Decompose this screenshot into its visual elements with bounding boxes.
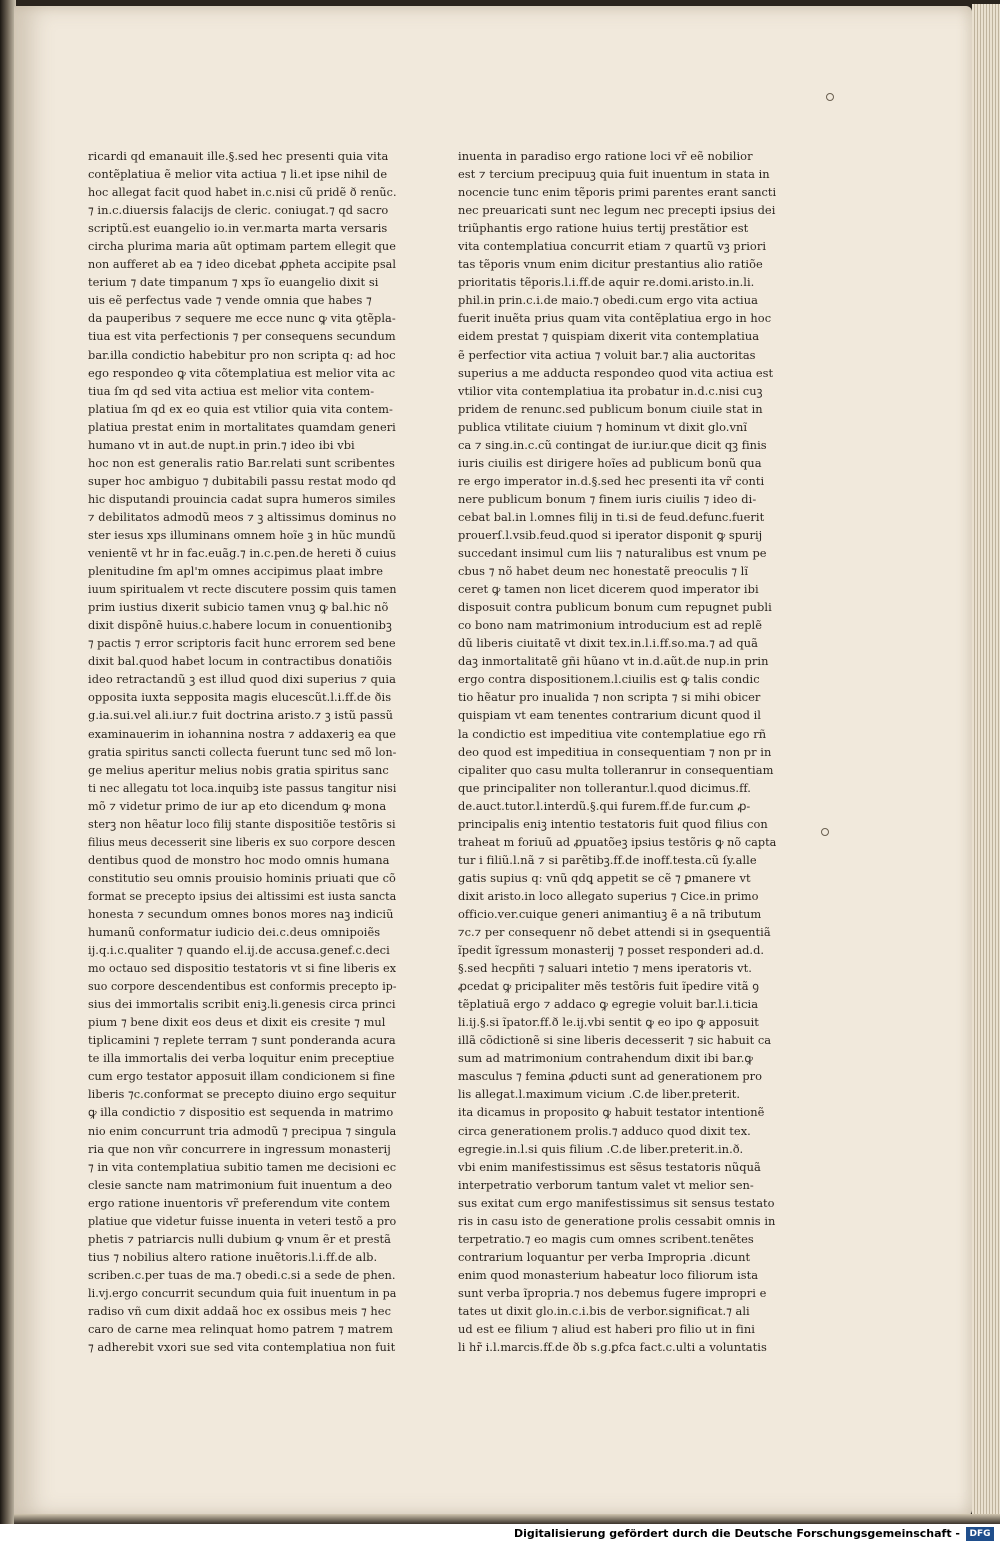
text-line: contrarium loquantur per verba Impropria .dicunt (458, 1249, 751, 1264)
text-line: dixit aristo.in loco allegato superius ⁊ Cice.in primo (458, 888, 759, 903)
text-line: filius meus decesserit sine liberis ex suo corpore descen (88, 834, 396, 849)
text-line: liberis ⁊c.conformat se precepto diuino ergo sequitur (88, 1087, 397, 1102)
text-line: lis allegat.l.maximum vicium .C.de liber.preterit. (458, 1087, 741, 1102)
text-line: opposita iuxta sepposita magis elucescũt.l.i.ff.de ðis (88, 690, 392, 705)
text-line: que principaliter non tollerantur.l.quod dicimus.ff. (458, 780, 751, 795)
text-line: tiua est vita perfectionis ⁊ per consequens secundum (88, 329, 396, 344)
text-line: egregie.in.l.si quis filium .C.de liber.preterit.in.ð. (458, 1141, 744, 1156)
text-line: masculus ⁊ femina ꝓducti sunt ad generationem pro (458, 1069, 763, 1084)
text-line: enim quod monasterium habeatur loco filiorum ista (458, 1267, 759, 1282)
text-line: ster iesus xps illuminans omnem hoĩe ꝫ in hũc mundũ (88, 527, 396, 542)
text-line: li hr̃ i.l.marcis.ff.de ðb s.g.ꝑfca fact.c.ulti a voluntatis (458, 1340, 767, 1355)
text-line: de.auct.tutor.l.interdũ.§.qui furem.ff.de fur.cum ꝓ- (458, 798, 751, 813)
text-line: ego respondeo ꝙ vita cõtemplatiua est melior vita ac (88, 365, 396, 380)
text-line: ergo contra dispositionem.l.ciuilis est ꝙ talis condic (458, 672, 760, 687)
text-line: ⁊c.⁊ per consequenr nõ debet attendi si in ꝯsequentiã (458, 925, 771, 940)
text-line: ꝙ illa condictio ⁊ dispositio est sequenda in matrimo (88, 1105, 394, 1120)
text-line: dũ liberis ciuitatẽ vt dixit tex.in.l.i.ff.so.ma.⁊ ad quã (458, 636, 758, 651)
text-line: tius ⁊ nobilius altero ratione inuẽtoris.l.i.ff.de alb. (88, 1249, 378, 1264)
text-line: radiso vñ cum dixit addaã hoc ex ossibus meis ⁊ hec (88, 1304, 392, 1318)
text-line: nec preuaricati sunt nec legum nec precepti ipsius dei (458, 203, 776, 218)
text-line: vbi enim manifestissimus est sẽsus testatoris nũquã (458, 1159, 761, 1174)
text-line: plenitudine ſm apl'm omnes accipimus plaat imbre (88, 564, 384, 579)
dfg-logo-icon: DFG (966, 1527, 994, 1541)
text-line: da pauperibus ⁊ sequere me ecce nunc ꝙ vita ꝯtẽpla- (88, 311, 396, 326)
text-line: nio enim concurrunt tria admodũ ⁊ precipua ⁊ singula (88, 1123, 396, 1138)
footer-credit-text: Digitalisierung gefördert durch die Deutsche Forschungsgemeinschaft - (513, 1527, 960, 1540)
text-line: ⁊ debilitatos admodũ meos ⁊ ꝫ altissimus dominus no (88, 509, 397, 524)
text-line: sum ad matrimonium contrahendum dixit ibi bar.ꝙ (458, 1051, 754, 1066)
text-column-right (458, 147, 776, 1356)
text-line: ergo ratione inuentoris vr̃ preferendum vite contem (88, 1195, 391, 1210)
text-line: li.ij.§.si ĩpator.ff.ð le.ij.vbi sentit ꝙ eo ipo ꝙ apposuit (458, 1015, 759, 1030)
text-line: tiua ſm qd sed vita actiua est melior vita contem- (88, 383, 375, 398)
text-line: honesta ⁊ secundum omnes bonos mores naꝫ indiciũ (88, 906, 394, 921)
text-line: gatis supius q: vnũ qdꝗ appetit se cẽ ⁊ ꝑmanere vt (458, 870, 751, 885)
text-line: hic disputandi prouincia cadat supra humeros similes (88, 491, 396, 506)
text-line: prim iustius dixerit subicio tamen vnuꝫ ꝙ bal.hic nõ (88, 600, 389, 615)
text-line: g.ia.sui.vel ali.iur.⁊ fuit doctrina aristo.⁊ ꝫ istũ passũ (88, 708, 394, 723)
text-line: prouerſ.l.vsib.feud.quod si iperator disponit ꝙ spurij (458, 527, 763, 542)
text-line: cum ergo testator apposuit illam condicionem si fine (88, 1069, 396, 1084)
text-line: traheat m foriuũ ad ꝓpuatõeꝫ ipsius testõris ꝙ nõ capta (458, 834, 777, 849)
text-line: ita dicamus in proposito ꝙ habuit testator intentionẽ (458, 1105, 765, 1120)
text-line: tas tẽporis vnum enim dicitur prestantius alio ratiõe (458, 257, 763, 272)
text-line: uis eẽ perfectus vade ⁊ vende omnia que habes ⁊ (88, 293, 372, 308)
text-line: li.vj.ergo concurrit secundum quia fuit inuentum in pa (88, 1285, 397, 1300)
text-line: sunt verba ĩpropria.⁊ nos debemus fugere impropri e (458, 1285, 767, 1300)
text-line: inuenta in paradiso ergo ratione loci vr̃ eẽ nobilior (458, 149, 753, 163)
text-line: ẽ perfectior vita actiua ⁊ voluit bar.⁊ alia auctoritas (458, 347, 756, 362)
text-line: scriptũ.est euangelio io.in ver.marta marta versaris (88, 221, 388, 236)
text-line: principalis eniꝫ intentio testatoris fuit quod filius con (458, 816, 768, 831)
text-line: vtilior vita contemplatiua ita probatur in.d.c.nisi cuꝫ (458, 383, 763, 398)
text-line: non aufferet ab ea ⁊ ideo dicebat ꝓpheta accipite psal (88, 257, 397, 272)
page-edges (972, 4, 1000, 1520)
text-line: caro de carne mea relinquat homo patrem ⁊ matrem (88, 1322, 394, 1337)
text-line: gratia spiritus sancti collecta fuerunt tunc sed mõ lon- (88, 744, 397, 759)
text-line: ca ⁊ sing.in.c.cũ contingat de iur.iur.que dicit qꝫ finis (458, 437, 767, 452)
text-line: humanũ conformatur iudicio dei.c.deus omnipoiẽs (88, 925, 381, 940)
text-line: ĩpedit ĩgressum monasterij ⁊ posset responderi ad.d. (458, 943, 765, 958)
text-line: hoc non est generalis ratio Bar.relati sunt scribentes (88, 455, 395, 470)
text-line: quispiam vt eam tenentes contrarium dicunt quod il (458, 708, 761, 723)
text-line: officio.ver.cuique generi animantiuꝫ ẽ a nã tributum (458, 906, 762, 921)
text-line: bar.illa condictio habebitur pro non scripta q: ad hoc (88, 347, 396, 362)
text-line: re ergo imperator in.d.§.sed hec presenti ita vr̃ conti (458, 473, 765, 488)
text-line: triũphantis ergo ratione huius tertij prestãtior est (458, 221, 749, 236)
text-line: dixit bal.quod habet locum in contractibus donatiõis (88, 654, 393, 669)
text-line: superius a me adducta respondeo quod vita actiua est (458, 365, 774, 380)
text-line: ꝓcedat ꝙ pricipaliter mẽs testõris fuit ĩpedire vitã ꝯ (458, 979, 759, 994)
text-line: cebat bal.in l.omnes filij in ti.si de feud.defunc.fuerit (458, 509, 765, 524)
text-line: suo corpore descendentibus est conformis precepto ip- (88, 979, 397, 994)
text-line: publica vtilitate ciuium ⁊ hominum vt dixit glo.vnĩ (458, 419, 748, 434)
text-line: tiplicamini ⁊ replete terram ⁊ sunt ponderanda acura (88, 1033, 396, 1048)
text-line: circa generationem prolis.⁊ adduco quod dixit tex. (458, 1123, 751, 1138)
text-line: nere publicum bonum ⁊ finem iuris ciuilis ⁊ ideo di- (458, 491, 757, 506)
text-line: est ⁊ tercium precipuuꝫ quia fuit inuentum in stata in (458, 167, 770, 182)
text-line: iuum spiritualem vt recte discutere possim quis tamen (88, 582, 397, 597)
text-line: ti nec allegatu tot loca.inquibꝫ iste passus tangitur nisi (88, 780, 397, 795)
text-line: la condictio est impeditiua vite contemplatiue ego rñ (458, 726, 767, 741)
text-line: tur i filiũ.l.nã ⁊ si parẽtibꝫ.ff.de inoff.testa.cũ ſy.alle (458, 852, 757, 867)
text-line: ria que non vñr concurrere in ingressum monasterij (88, 1141, 391, 1156)
text-line: nocencie tunc enim tẽporis primi parentes erant sancti (458, 185, 777, 200)
text-line: circha plurima maria aũt optimam partem ellegit que (88, 239, 396, 254)
text-line: ge melius aperitur melius nobis gratia spiritus sanc (88, 762, 389, 777)
text-line: eidem prestat ⁊ quispiam dixerit vita contemplatiua (458, 329, 760, 344)
text-line: ⁊ pactis ⁊ error scriptoris facit hunc errorem sed bene (88, 636, 396, 651)
text-line: mo octauo sed dispositio testatoris vt si fine liberis ex (88, 961, 397, 976)
text-line: terium ⁊ date timpanum ⁊ xps ĩo euangelio dixit si (88, 275, 379, 290)
text-line: iuris ciuilis est dirigere hoĩes ad publicum bonũ qua (458, 455, 762, 470)
text-line: ceret ꝙ tamen non licet dicerem quod imperator ibi (458, 582, 759, 597)
text-line: sus exitat cum ergo manifestissimus sit sensus testato (458, 1195, 775, 1210)
text-line: pridem de renunc.sed publicum bonum ciuile stat in (458, 401, 763, 416)
text-line: prioritatis tẽporis.l.i.ff.de aquir re.domi.aristo.in.li. (458, 275, 755, 290)
text-line: §.sed hecpñti ⁊ saluari intetio ⁊ mens iperatoris vt. (458, 961, 752, 976)
text-line: succedant insimul cum liis ⁊ naturalibus est vnum pe (458, 546, 767, 561)
text-line: contẽplatiua ẽ melior vita actiua ⁊ li.et ipse nihil de (88, 167, 388, 182)
text-line: platiua ſm qd ex eo quia est vtilior quia vita contem- (88, 401, 393, 416)
text-line: dentibus quod de monstro hoc modo omnis humana (88, 852, 390, 867)
text-line: sius dei immortalis scribit eniꝫ.li.genesis circa princi (88, 997, 396, 1012)
text-line: phetis ⁊ patriarcis nulli dubium ꝙ vnum ẽr et prestã (88, 1231, 391, 1246)
text-line: tẽplatiuã ergo ⁊ addaco ꝙ egregie voluit bar.l.i.ticia (458, 997, 759, 1012)
text-line: humano vt in aut.de nupt.in prin.⁊ ideo ibi vbi (88, 437, 355, 452)
page-bottom-edge (14, 1514, 1000, 1524)
text-line: ⁊ adherebit vxori sue sed vita contemplatiua non fuit (88, 1340, 396, 1355)
text-line: hoc allegat facit quod habet in.c.nisi cũ pridẽ ð renũc. (88, 185, 397, 200)
text-line: interpetratio verborum tantum valet vt melior sen- (458, 1177, 754, 1192)
text-line: super hoc ambiguo ⁊ dubitabili passu restat modo qd (88, 473, 397, 488)
text-line: venientẽ vt hr in fac.euãg.⁊ in.c.pen.de hereti ð cuius (88, 546, 397, 561)
text-line: pium ⁊ bene dixit eos deus et dixit eis cresite ⁊ mul (88, 1015, 386, 1030)
text-line: terpetratio.⁊ eo magis cum omnes scribent.tenẽtes (458, 1231, 754, 1246)
margin-hole-mark (821, 828, 829, 836)
text-line: tio hẽatur pro inualida ⁊ non scripta ⁊ si mihi obicer (458, 690, 761, 705)
text-line: tates ut dixit glo.in.c.i.bis de verbor.significat.⁊ ali (458, 1304, 750, 1318)
text-line: platiue que videtur fuisse inuenta in veteri testõ a pro (88, 1213, 397, 1228)
text-line: dixit dispõnẽ huius.c.habere locum in conuentionibꝫ (88, 618, 392, 633)
text-column-left (88, 147, 396, 1356)
text-line: mõ ⁊ videtur primo de iur ap eto dicendum ꝙ mona (88, 798, 387, 813)
text-line: te illa immortalis dei verba loquitur enim preceptiue (88, 1051, 395, 1066)
text-line: illã cõdictionẽ si sine liberis decesserit ⁊ sic habuit ca (458, 1033, 772, 1048)
text-line: deo quod est impeditiua in consequentiam ⁊ non pr in (458, 744, 772, 759)
text-line: scriben.c.per tuas de ma.⁊ obedi.c.si a sede de phen. (88, 1267, 396, 1282)
text-line: co bono nam matrimonium introducium est ad replẽ (458, 618, 763, 633)
text-line: ris in casu isto de generatione prolis cessabit omnis in (458, 1213, 776, 1228)
text-line: vita contemplatiua concurrit etiam ⁊ quartũ vꝫ priori (458, 239, 767, 254)
text-line: clesie sancte nam matrimonium fuit inuentum a deo (88, 1177, 392, 1192)
text-line: constitutio seu omnis prouisio hominis priuati que cõ (88, 870, 396, 885)
text-line: sterꝫ non hẽatur loco filij stante dispositiõe testõris si (88, 816, 396, 831)
text-line: ud est ee filium ⁊ aliud est haberi pro filio ut in fini (458, 1322, 755, 1337)
text-line: ricardi qd emanauit ille.§.sed hec presenti quia vita (88, 149, 389, 163)
text-line: daꝫ inmortalitatẽ gñi hũano vt in.d.aũt.de nup.in prin (458, 654, 769, 669)
text-line: cipaliter quo casu multa tolleranrur in consequentiam (458, 762, 774, 777)
margin-hole-mark (826, 93, 834, 101)
text-line: disposuit contra publicum bonum cum repugnet publi (458, 600, 772, 615)
text-line: ⁊ in vita contemplatiua subitio tamen me decisioni ec (88, 1159, 397, 1174)
text-line: phil.in prin.c.i.de maio.⁊ obedi.cum ergo vita actiua (458, 293, 758, 308)
text-line: examinauerim in iohannina nostra ⁊ addaxeriꝫ ea que (88, 726, 396, 741)
text-line: platiua prestat enim in mortalitates quamdam generi (88, 419, 396, 434)
text-line: format se precepto ipsius dei altissimi est iusta sancta (88, 888, 397, 903)
digitization-footer (0, 1524, 1000, 1544)
text-line: fuerit inuẽta prius quam vita contẽplatiua ergo in hoc (458, 311, 772, 326)
text-line: ideo retractandũ ꝫ est illud quod dixi superius ⁊ quia (88, 672, 396, 687)
text-line: ij.q.i.c.qualiter ⁊ quando el.ij.de accusa.genef.c.deci (88, 943, 390, 958)
text-line: cbus ⁊ nõ habet deum nec honestatẽ preoculis ⁊ lĩ (458, 564, 749, 579)
text-line: ⁊ in.c.diuersis falacijs de cleric. coniugat.⁊ qd sacro (88, 203, 389, 218)
